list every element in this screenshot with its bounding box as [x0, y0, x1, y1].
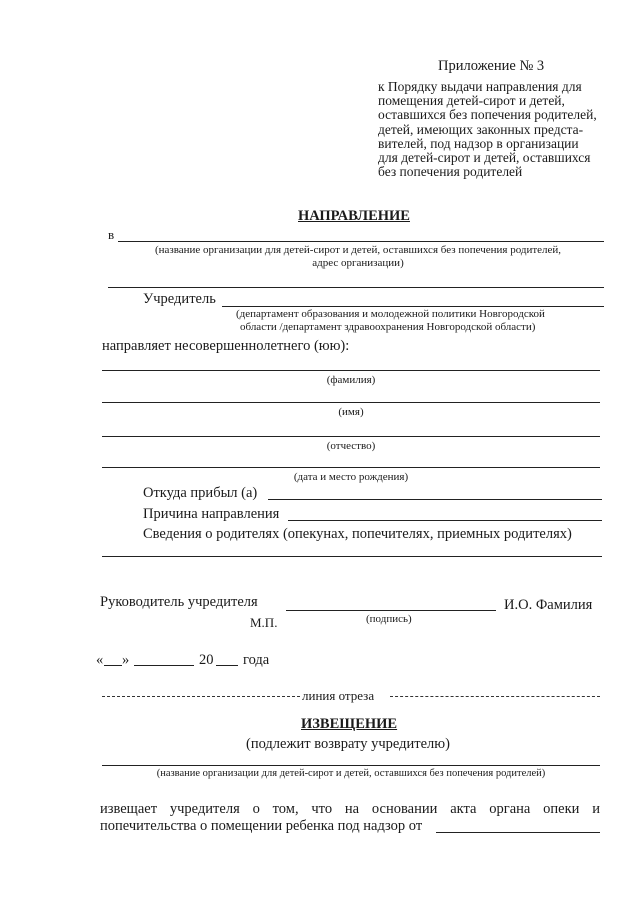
birth-line[interactable] — [102, 467, 600, 468]
notice-subheading: (подлежит возврату учредителю) — [246, 736, 450, 752]
arrived-label: Откуда прибыл (а) — [143, 485, 258, 501]
reason-line[interactable] — [288, 520, 602, 521]
org-caption: (название организации для детей-сирот и детей, оставшихся без попечения родителей, — [154, 244, 562, 256]
appendix-text — [378, 80, 597, 179]
notice-org-line[interactable] — [102, 765, 600, 766]
notice-org-caption: (название организации для детей-сирот и детей, оставшихся без попечения родителей) — [156, 768, 546, 779]
appendix-line: без попечения родителей — [378, 164, 523, 180]
cut-line — [102, 688, 600, 703]
notice-body-line-2: попечительства о помещении ребенка под надзор от — [100, 818, 423, 834]
founder-caption: (департамент образования и молодежной политики Новгородской — [236, 308, 545, 320]
stamp-label: М.П. — [250, 615, 278, 630]
surname-caption: (фамилия) — [326, 374, 376, 386]
appendix-line: детей, имеющих законных предста- — [378, 121, 584, 137]
name-line[interactable] — [102, 402, 600, 403]
signature-caption: (подпись) — [366, 613, 412, 625]
org-caption-address: адрес организации) — [312, 257, 404, 269]
org-name-line[interactable] — [118, 241, 604, 242]
surname-line[interactable] — [102, 370, 600, 371]
signature-line[interactable] — [286, 610, 496, 611]
arrived-line[interactable] — [268, 499, 602, 500]
cut-label: линия отреза — [302, 688, 375, 703]
parents-label: Сведения о родителях (опекунах, попечителях, приемных родителях) — [143, 526, 572, 542]
sends-text: направляет несовершеннолетнего (юю): — [102, 338, 350, 354]
date-day-line[interactable] — [104, 665, 122, 666]
notice-heading: ИЗВЕЩЕНИЕ — [301, 716, 398, 732]
name-caption: (имя) — [338, 406, 364, 418]
appendix-line: к Порядку выдачи направления для — [378, 79, 582, 94]
date-suffix: года — [243, 652, 270, 668]
date-month-line[interactable] — [134, 665, 194, 666]
birth-caption: (дата и место рождения) — [293, 471, 409, 483]
date-open-quote: « — [96, 652, 104, 668]
org-address-line[interactable] — [108, 287, 604, 288]
founder-caption-2: области /департамент здравоохранения Новгородской области) — [240, 321, 536, 333]
founder-line[interactable] — [222, 306, 604, 307]
date-year-line[interactable] — [216, 665, 238, 666]
appendix-line: оставшихся без попечения родителей, — [378, 107, 597, 123]
appendix-line: вителей, под надзор в организации — [378, 135, 579, 151]
reason-label: Причина направления — [143, 506, 280, 522]
patronymic-line[interactable] — [102, 436, 600, 437]
appendix-title: Приложение № 3 — [438, 58, 545, 74]
notice-date-line[interactable] — [436, 832, 600, 833]
parents-line[interactable] — [102, 556, 602, 557]
cut-dash-left — [102, 696, 300, 697]
direction-heading: НАПРАВЛЕНИЕ — [298, 208, 410, 224]
appendix-line: помещения детей-сирот и детей, — [378, 93, 565, 109]
date-close-quote: » — [122, 652, 130, 668]
patronymic-caption: (отчество) — [326, 440, 376, 452]
head-label: Руководитель учредителя — [100, 594, 258, 610]
prefix-v: в — [108, 227, 115, 242]
founder-label: Учредитель — [143, 291, 216, 307]
notice-body-line-1: извещает учредителя о том, что на основании акта органа опеки и — [100, 801, 600, 817]
appendix-line: для детей-сирот и детей, оставшихся — [378, 150, 591, 166]
head-name: И.О. Фамилия — [504, 597, 593, 613]
cut-dash-right — [390, 696, 600, 697]
date-year-prefix: 20 — [199, 652, 214, 668]
